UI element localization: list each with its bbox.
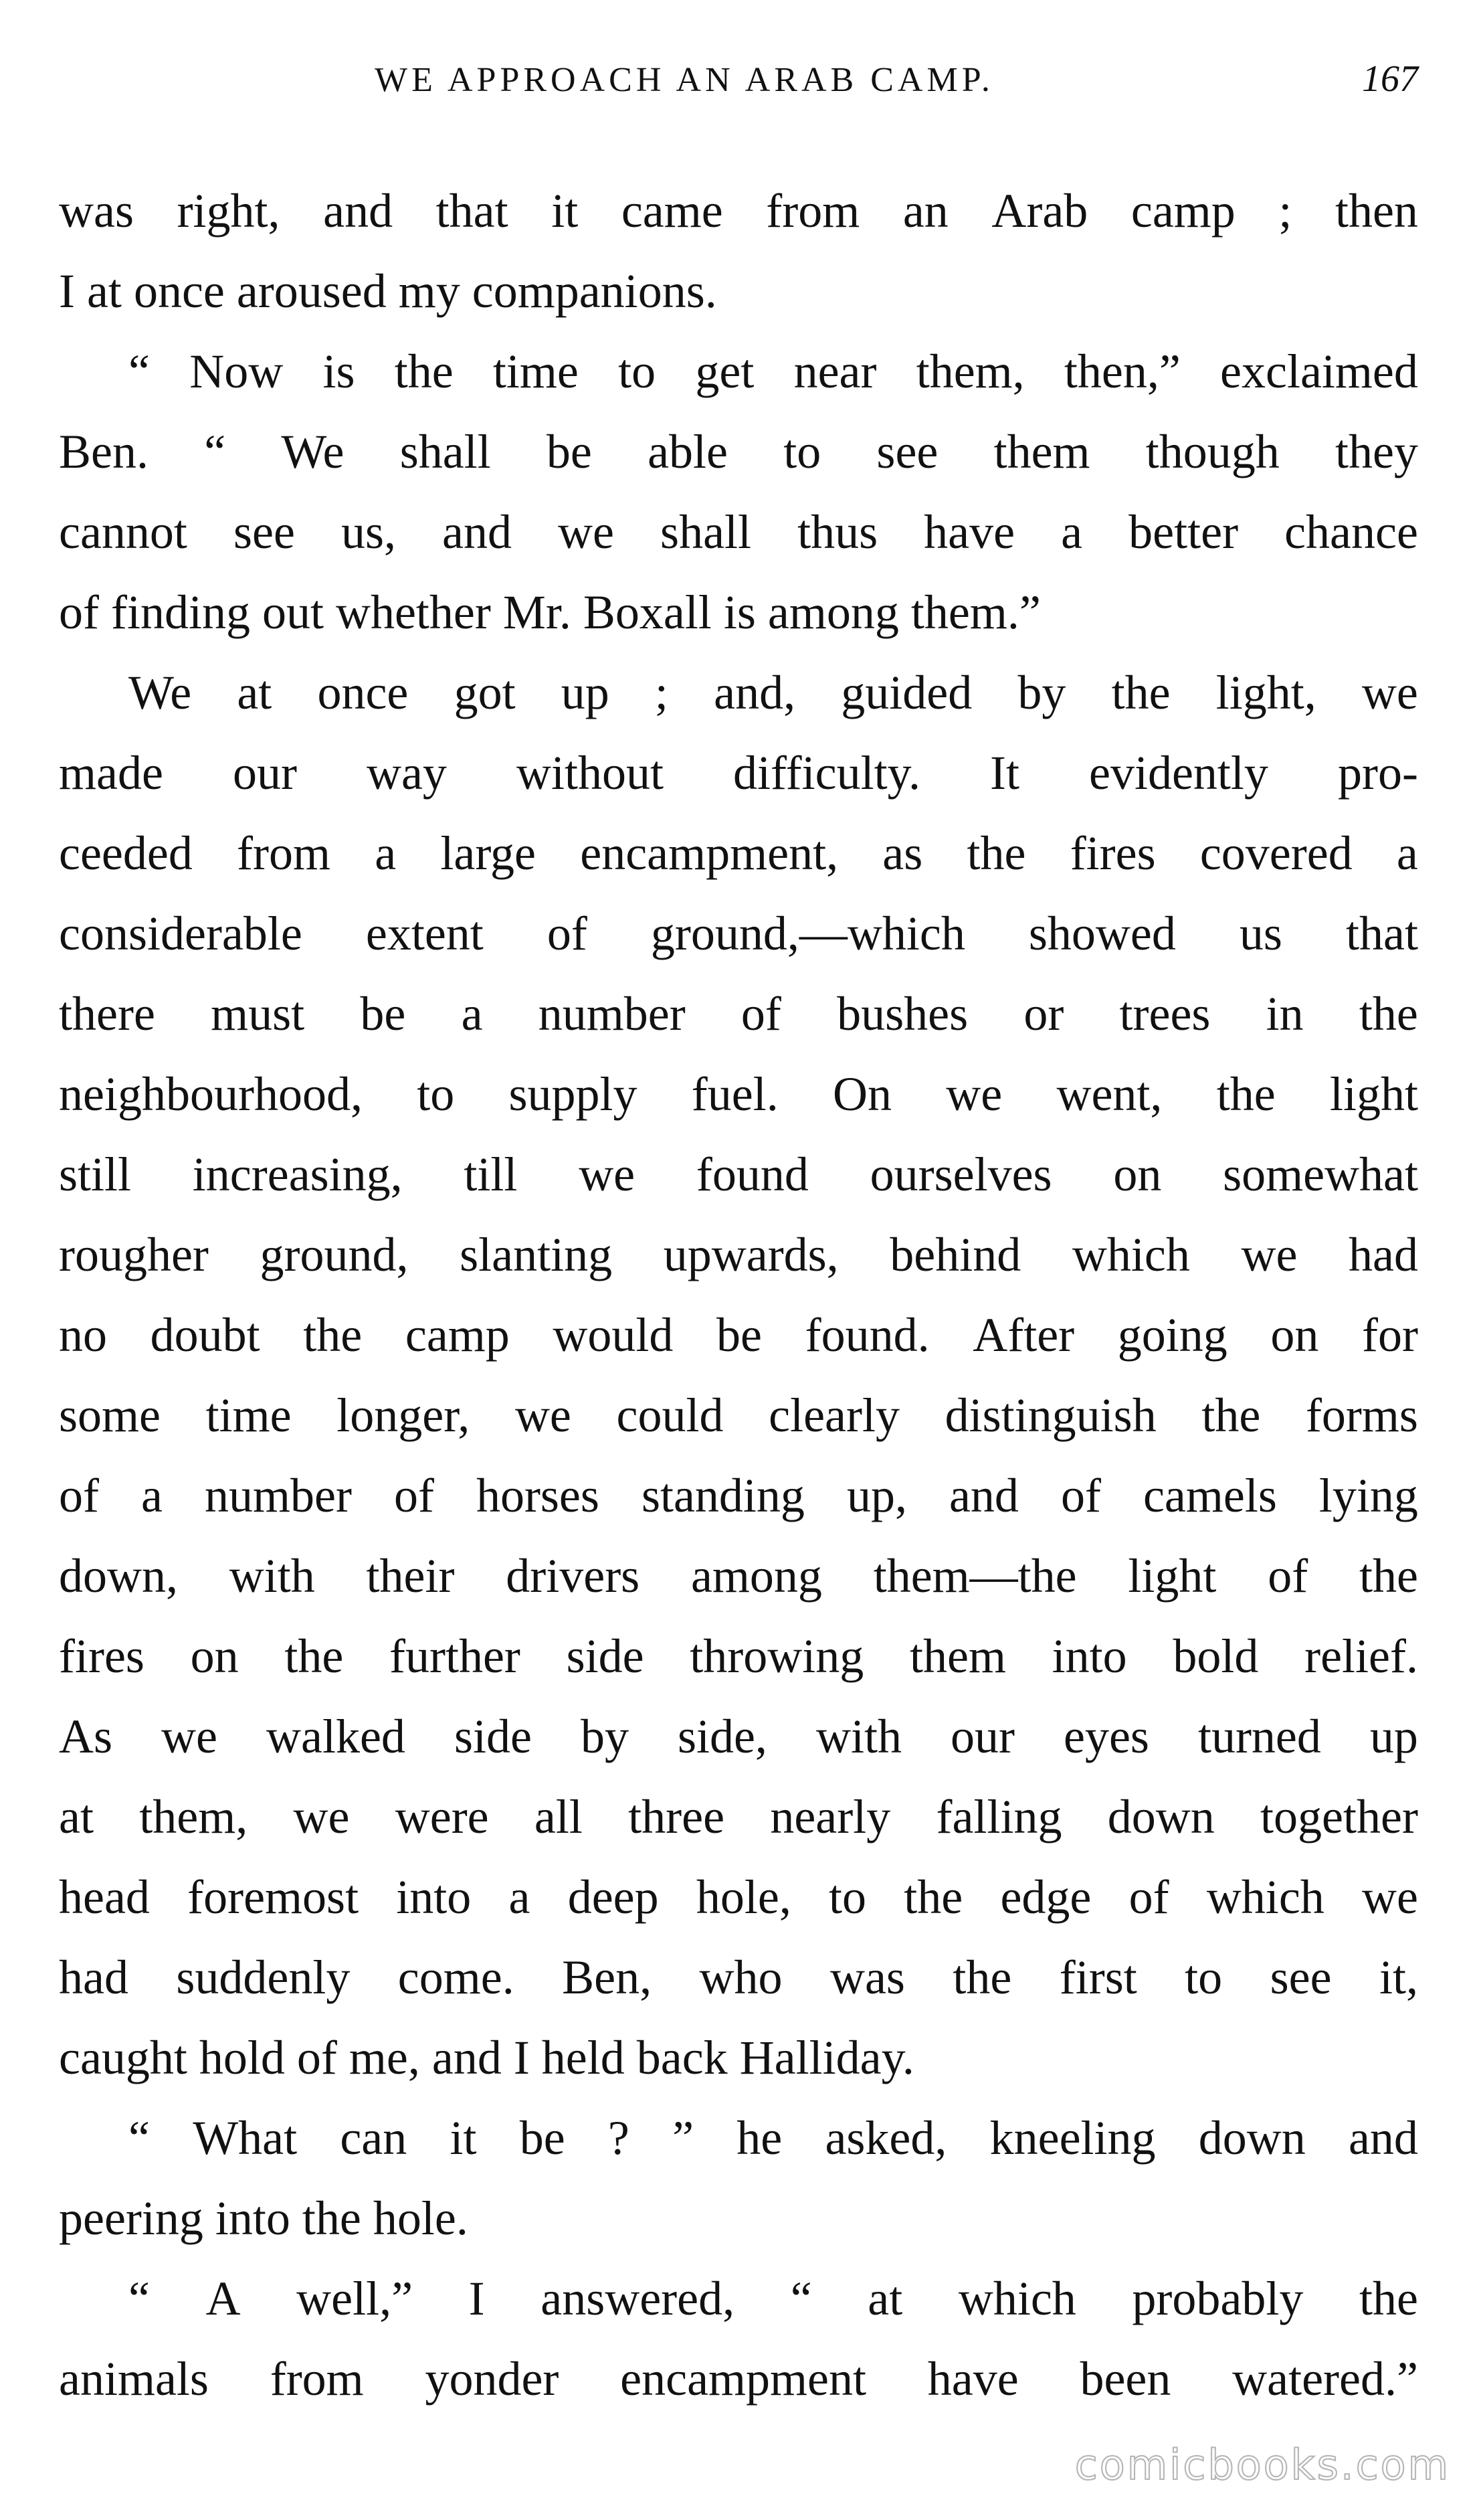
text-line: still increasing, till we found ourselves on somewhat — [59, 1148, 1418, 1201]
text-line: down, with their drivers among them—the light of the — [59, 1549, 1418, 1603]
running-title: WE APPROACH AN ARAB CAMP. — [375, 61, 994, 99]
text-line: cannot see us, and we shall thus have a better chance — [59, 505, 1418, 559]
text-line: animals from yonder encampment have been watered.” — [59, 2352, 1418, 2406]
text-line: “ Now is the time to get near them, then,” exclaimed — [128, 345, 1418, 398]
text-line: peering into the hole. — [59, 2191, 468, 2245]
text-line: some time longer, we could clearly distinguish the forms — [59, 1388, 1418, 1442]
body-text — [59, 171, 1418, 2419]
text-line: rougher ground, slanting upwards, behind which we had — [59, 1228, 1418, 1281]
text-line: of finding out whether Mr. Boxall is among them.” — [59, 586, 1041, 639]
text-line: We at once got up ; and, guided by the light, we — [128, 666, 1418, 719]
text-line: no doubt the camp would be found. After going on for — [59, 1308, 1418, 1362]
text-line: head foremost into a deep hole, to the edge of which we — [59, 1870, 1418, 1924]
text-line: considerable extent of ground,—which showed us that — [59, 907, 1418, 960]
text-line: “ What can it be ? ” he asked, kneeling down and — [128, 2111, 1418, 2165]
text-line: As we walked side by side, with our eyes turned up — [59, 1710, 1418, 1763]
text-line: Ben. “ We shall be able to see them though they — [59, 425, 1418, 478]
text-line: had suddenly come. Ben, who was the first to see it, — [59, 1951, 1418, 2004]
text-line: there must be a number of bushes or trees in the — [59, 987, 1418, 1041]
text-line: neighbourhood, to supply fuel. On we went, the light — [59, 1067, 1418, 1121]
text-line: caught hold of me, and I held back Halliday. — [59, 2031, 914, 2084]
text-line: of a number of horses standing up, and of camels lying — [59, 1469, 1418, 1522]
page-number: 167 — [1362, 58, 1418, 100]
watermark: comicbooks.com — [1074, 2440, 1450, 2489]
text-line: I at once aroused my companions. — [59, 264, 717, 318]
text-line: was right, and that it came from an Arab camp ; then — [59, 184, 1418, 238]
text-line: made our way without difficulty. It evidently pro- — [59, 746, 1418, 800]
text-line: at them, we were all three nearly falling down together — [59, 1790, 1418, 1843]
running-head — [375, 54, 1418, 114]
text-line: ceeded from a large encampment, as the fires covered a — [59, 826, 1418, 880]
text-line: “ A well,” I answered, “ at which probably the — [128, 2272, 1418, 2325]
text-line: fires on the further side throwing them into bold relief. — [59, 1629, 1418, 1683]
